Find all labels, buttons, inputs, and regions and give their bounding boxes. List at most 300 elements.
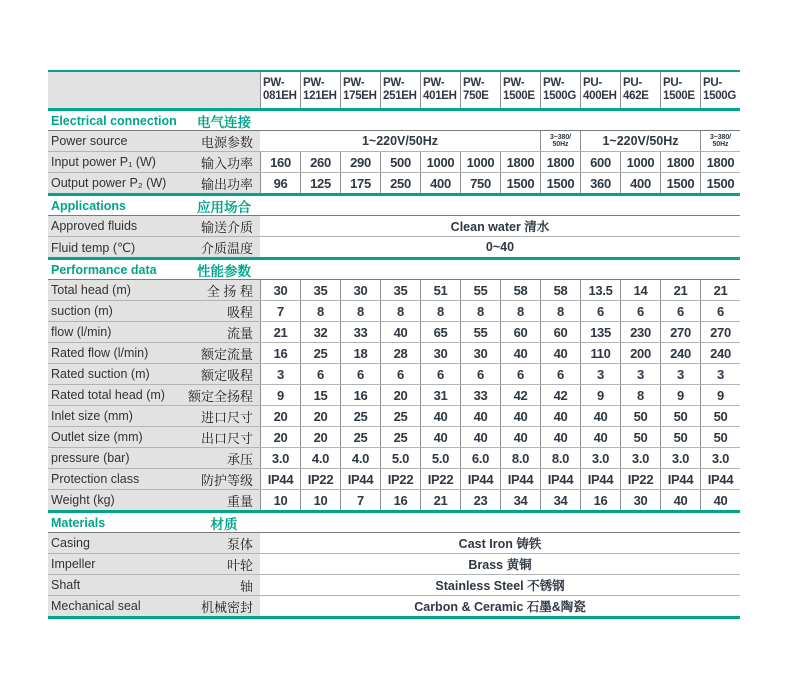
- value-cell: 40: [580, 406, 620, 426]
- model-header-cell: [260, 72, 300, 108]
- value-cell: 270: [660, 322, 700, 342]
- model-name-line: PU-: [583, 77, 602, 89]
- value-cell: 1000: [420, 152, 460, 172]
- span-value-cell: 1~220V/50Hz: [361, 134, 439, 148]
- value-cell: 1800: [700, 152, 740, 172]
- value-cell: 42: [500, 385, 540, 405]
- row-label-en: pressure (bar): [48, 448, 188, 468]
- value-cell: 35: [300, 280, 340, 300]
- row-label-zh: 流量: [188, 322, 260, 342]
- value-cell: 6: [460, 364, 500, 384]
- row-label-en: Weight (kg): [48, 490, 188, 510]
- spec-row: [48, 427, 740, 448]
- model-name-line: PU-: [703, 77, 722, 89]
- model-header-cell: [300, 72, 340, 108]
- value-cell: 21: [660, 280, 700, 300]
- value-cell: 40: [380, 322, 420, 342]
- model-name-line: PW-: [263, 77, 285, 89]
- value-cell: 8.0: [540, 448, 580, 468]
- row-values: [260, 131, 740, 151]
- value-cell: 42: [540, 385, 580, 405]
- value-cell: 8: [380, 301, 420, 321]
- row-values: [260, 490, 740, 510]
- value-cell: 6: [540, 364, 580, 384]
- value-cell: 6: [380, 364, 420, 384]
- value-cell: 30: [620, 490, 660, 510]
- value-cell: 13.5: [580, 280, 620, 300]
- row-label-zh: 输入功率: [188, 152, 260, 172]
- value-cell: 9: [580, 385, 620, 405]
- row-values: [260, 280, 740, 300]
- spec-row: [48, 237, 740, 257]
- spec-row: [48, 490, 740, 510]
- value-cell: 50: [620, 406, 660, 426]
- merged-value-cell: Carbon & Ceramic 石墨&陶瓷: [414, 600, 586, 614]
- value-cell: 4.0: [300, 448, 340, 468]
- value-cell: 8: [500, 301, 540, 321]
- value-cell: 1800: [540, 152, 580, 172]
- value-cell: 125: [300, 173, 340, 193]
- value-cell: 20: [300, 427, 340, 447]
- model-header-cell: [420, 72, 460, 108]
- value-cell: 8: [340, 301, 380, 321]
- model-header-cell: [660, 72, 700, 108]
- value-cell: 10: [300, 490, 340, 510]
- value-cell: 3.0: [700, 448, 740, 468]
- value-cell: 16: [260, 343, 300, 363]
- row-label-en: Inlet size (mm): [48, 406, 188, 426]
- section-title-en: Performance data: [51, 262, 157, 277]
- row-label-en: Impeller: [48, 554, 188, 574]
- header-label-spacer: [48, 72, 260, 108]
- value-cell: 5.0: [420, 448, 460, 468]
- value-cell: IP44: [340, 469, 380, 489]
- spec-row: [48, 596, 740, 616]
- value-cell: 8.0: [500, 448, 540, 468]
- span-value-line: 50Hz: [712, 141, 729, 148]
- model-name-line: 462E: [623, 90, 649, 102]
- spec-row: [48, 216, 740, 237]
- value-cell: 40: [660, 490, 700, 510]
- row-label-zh: 叶轮: [188, 554, 260, 574]
- model-name-line: 1500G: [703, 90, 737, 102]
- model-name-line: 1500E: [663, 90, 695, 102]
- value-cell: 40: [540, 427, 580, 447]
- section-title-zh: 应用场合: [197, 199, 251, 215]
- value-cell: 110: [580, 343, 620, 363]
- value-cell: IP22: [380, 469, 420, 489]
- value-cell: IP22: [620, 469, 660, 489]
- value-cell: 3: [660, 364, 700, 384]
- model-name-line: PW-: [423, 77, 445, 89]
- model-name-line: 401EH: [423, 90, 457, 102]
- merged-value-cell: Clean water 清水: [450, 220, 550, 234]
- value-cell: 25: [380, 406, 420, 426]
- value-cell: IP44: [700, 469, 740, 489]
- spec-row: [48, 469, 740, 490]
- section-title-en: Electrical connection: [51, 113, 177, 128]
- value-cell: 40: [500, 427, 540, 447]
- value-cell: 40: [460, 427, 500, 447]
- value-cell: 8: [540, 301, 580, 321]
- section-title-zh: 材质: [210, 516, 238, 532]
- model-header-cell: [500, 72, 540, 108]
- value-cell: 15: [300, 385, 340, 405]
- value-cell: 35: [380, 280, 420, 300]
- value-cell: 20: [300, 406, 340, 426]
- spec-row: [48, 131, 740, 152]
- value-cell: 160: [260, 152, 300, 172]
- model-name-line: 1500G: [543, 90, 577, 102]
- spec-row: [48, 343, 740, 364]
- spec-row: [48, 301, 740, 322]
- value-cell: 30: [260, 280, 300, 300]
- value-cell: 6.0: [460, 448, 500, 468]
- value-cell: 20: [380, 385, 420, 405]
- value-cell: 33: [460, 385, 500, 405]
- value-cell: 240: [700, 343, 740, 363]
- value-cell: 6: [500, 364, 540, 384]
- value-cell: 30: [340, 280, 380, 300]
- row-label-zh: 机械密封: [188, 596, 260, 616]
- value-cell: 60: [540, 322, 580, 342]
- value-cell: 8: [420, 301, 460, 321]
- span-value-line: 3~380/: [709, 133, 731, 141]
- value-cell: 50: [700, 406, 740, 426]
- value-cell: IP44: [460, 469, 500, 489]
- row-label-en: Rated flow (l/min): [48, 343, 188, 363]
- value-cell: 1500: [700, 173, 740, 193]
- value-cell: 58: [500, 280, 540, 300]
- value-cell: 750: [460, 173, 500, 193]
- row-label-en: Shaft: [48, 575, 188, 595]
- value-cell: 25: [340, 427, 380, 447]
- value-cell: IP44: [580, 469, 620, 489]
- merged-value-cell: 0~40: [485, 240, 515, 254]
- row-values: [260, 385, 740, 405]
- value-cell: 55: [460, 322, 500, 342]
- row-label-en: Mechanical seal: [48, 596, 188, 616]
- row-values: [260, 554, 740, 574]
- value-cell: 6: [300, 364, 340, 384]
- value-cell: 500: [380, 152, 420, 172]
- row-label-zh: 输送介质: [188, 216, 260, 236]
- value-cell: 8: [300, 301, 340, 321]
- value-cell: 6: [660, 301, 700, 321]
- row-label-zh: 防护等级: [188, 469, 260, 489]
- model-name-line: PW-: [463, 77, 485, 89]
- section-header: [48, 111, 740, 130]
- value-cell: 30: [460, 343, 500, 363]
- value-cell: 3: [580, 364, 620, 384]
- row-values: [260, 237, 740, 257]
- spec-row: [48, 173, 740, 193]
- value-cell: 3: [620, 364, 660, 384]
- model-name-line: PW-: [543, 77, 565, 89]
- row-label-zh: 出口尺寸: [188, 427, 260, 447]
- spec-row: [48, 385, 740, 406]
- value-cell: 50: [660, 427, 700, 447]
- row-values: [260, 448, 740, 468]
- value-cell: 16: [340, 385, 380, 405]
- span-value-line: 50Hz: [552, 141, 569, 148]
- row-label-en: Total head (m): [48, 280, 188, 300]
- value-cell: IP22: [300, 469, 340, 489]
- model-header-cell: [460, 72, 500, 108]
- section-title-zh: 电气连接: [197, 114, 251, 130]
- section-header: [48, 513, 740, 532]
- model-header-cell: [580, 72, 620, 108]
- value-cell: 25: [380, 427, 420, 447]
- value-cell: 8: [460, 301, 500, 321]
- model-name-line: 400EH: [583, 90, 617, 102]
- table-sections: [48, 111, 740, 619]
- value-cell: 290: [340, 152, 380, 172]
- row-label-zh: 额定全扬程: [188, 385, 260, 405]
- row-values: [260, 427, 740, 447]
- value-cell: 40: [420, 427, 460, 447]
- value-cell: 33: [340, 322, 380, 342]
- value-cell: 31: [420, 385, 460, 405]
- value-cell: 30: [420, 343, 460, 363]
- value-cell: 18: [340, 343, 380, 363]
- value-cell: 55: [460, 280, 500, 300]
- value-cell: 25: [300, 343, 340, 363]
- value-cell: IP44: [540, 469, 580, 489]
- row-label-zh: 介质温度: [188, 237, 260, 257]
- row-values: [260, 173, 740, 193]
- value-cell: 21: [700, 280, 740, 300]
- value-cell: 65: [420, 322, 460, 342]
- model-name-line: PW-: [503, 77, 525, 89]
- row-label-en: Protection class: [48, 469, 188, 489]
- model-name-line: PU-: [663, 77, 682, 89]
- value-cell: 3.0: [260, 448, 300, 468]
- model-name-line: 1500E: [503, 90, 535, 102]
- value-cell: 9: [260, 385, 300, 405]
- value-cell: 40: [540, 343, 580, 363]
- row-label-zh: 轴: [188, 575, 260, 595]
- model-name-line: 251EH: [383, 90, 417, 102]
- spec-row: [48, 575, 740, 596]
- row-values: [260, 364, 740, 384]
- value-cell: 5.0: [380, 448, 420, 468]
- row-label-zh: 全 扬 程: [188, 280, 260, 300]
- row-values: [260, 152, 740, 172]
- model-name-line: 175EH: [343, 90, 377, 102]
- value-cell: 40: [500, 406, 540, 426]
- value-cell: 3: [700, 364, 740, 384]
- row-label-en: Outlet size (mm): [48, 427, 188, 447]
- row-values: [260, 469, 740, 489]
- spec-row: [48, 448, 740, 469]
- row-label-en: Rated suction (m): [48, 364, 188, 384]
- value-cell: 3.0: [620, 448, 660, 468]
- model-header-cell: [700, 72, 740, 108]
- value-cell: 1500: [540, 173, 580, 193]
- row-values: [260, 322, 740, 342]
- spec-row: [48, 152, 740, 173]
- value-cell: 7: [340, 490, 380, 510]
- section-bottom-rule: [48, 616, 740, 619]
- value-cell: 360: [580, 173, 620, 193]
- model-header-cell: [380, 72, 420, 108]
- value-cell: 28: [380, 343, 420, 363]
- value-cell: 32: [300, 322, 340, 342]
- value-cell: 10: [260, 490, 300, 510]
- value-cell: 1500: [500, 173, 540, 193]
- value-cell: 40: [580, 427, 620, 447]
- row-values: [260, 596, 740, 616]
- value-cell: 21: [420, 490, 460, 510]
- value-cell: 400: [620, 173, 660, 193]
- value-cell: 50: [660, 406, 700, 426]
- row-label-zh: 额定吸程: [188, 364, 260, 384]
- row-label-en: Casing: [48, 533, 188, 553]
- merged-value-cell: Brass 黄铜: [468, 558, 532, 572]
- section-title-en: Materials: [51, 515, 106, 530]
- row-label-zh: 泵体: [188, 533, 260, 553]
- section-header: [48, 196, 740, 215]
- row-values: [260, 343, 740, 363]
- merged-value-cell: Cast Iron 铸铁: [458, 537, 542, 551]
- value-cell: 16: [580, 490, 620, 510]
- value-cell: 16: [380, 490, 420, 510]
- value-cell: 40: [700, 490, 740, 510]
- value-cell: 400: [420, 173, 460, 193]
- model-name-line: PW-: [383, 77, 405, 89]
- row-values: [260, 301, 740, 321]
- spec-row: [48, 280, 740, 301]
- row-label-en: Power source: [48, 131, 188, 151]
- value-cell: 25: [340, 406, 380, 426]
- value-cell: 175: [340, 173, 380, 193]
- row-label-zh: 输出功率: [188, 173, 260, 193]
- model-name-line: 121EH: [303, 90, 337, 102]
- value-cell: 3: [260, 364, 300, 384]
- span-value-line: 3~380/: [549, 133, 571, 141]
- value-cell: 1800: [660, 152, 700, 172]
- value-cell: 6: [580, 301, 620, 321]
- merged-value-cell: Stainless Steel 不锈钢: [435, 579, 565, 593]
- model-name-line: PU-: [623, 77, 642, 89]
- value-cell: 600: [580, 152, 620, 172]
- row-label-en: Rated total head (m): [48, 385, 188, 405]
- value-cell: 1500: [660, 173, 700, 193]
- value-cell: 6: [340, 364, 380, 384]
- model-name-line: 081EH: [263, 90, 297, 102]
- value-cell: 6: [620, 301, 660, 321]
- value-cell: 9: [700, 385, 740, 405]
- section-header: [48, 260, 740, 279]
- value-cell: IP22: [420, 469, 460, 489]
- value-cell: IP44: [500, 469, 540, 489]
- value-cell: 270: [700, 322, 740, 342]
- spec-row: [48, 322, 740, 343]
- span-value-cell: [540, 131, 580, 151]
- value-cell: 23: [460, 490, 500, 510]
- value-cell: 9: [660, 385, 700, 405]
- model-header-row: [48, 72, 740, 108]
- row-label-en: Fluid temp (℃): [48, 237, 188, 257]
- spec-row: [48, 533, 740, 554]
- row-label-en: Input power P₁ (W): [48, 152, 188, 172]
- value-cell: IP44: [260, 469, 300, 489]
- span-value-cell: [700, 131, 740, 151]
- value-cell: 230: [620, 322, 660, 342]
- row-label-en: flow (l/min): [48, 322, 188, 342]
- spec-row: [48, 406, 740, 427]
- spec-row: [48, 554, 740, 575]
- value-cell: 58: [540, 280, 580, 300]
- value-cell: 7: [260, 301, 300, 321]
- value-cell: 240: [660, 343, 700, 363]
- value-cell: 40: [540, 406, 580, 426]
- model-name-line: PW-: [303, 77, 325, 89]
- row-values: [260, 406, 740, 426]
- value-cell: 40: [460, 406, 500, 426]
- value-cell: 6: [700, 301, 740, 321]
- value-cell: 20: [260, 406, 300, 426]
- row-values: [260, 533, 740, 553]
- value-cell: 40: [420, 406, 460, 426]
- section-title-zh: 性能参数: [197, 263, 251, 279]
- value-cell: 4.0: [340, 448, 380, 468]
- row-label-en: suction (m): [48, 301, 188, 321]
- value-cell: 1000: [620, 152, 660, 172]
- value-cell: 20: [260, 427, 300, 447]
- row-label-zh: 额定流量: [188, 343, 260, 363]
- value-cell: IP44: [660, 469, 700, 489]
- value-cell: 21: [260, 322, 300, 342]
- value-cell: 135: [580, 322, 620, 342]
- value-cell: 51: [420, 280, 460, 300]
- spec-row: [48, 364, 740, 385]
- model-header-cell: [340, 72, 380, 108]
- row-values: [260, 575, 740, 595]
- span-value-cell: 1~220V/50Hz: [580, 131, 700, 151]
- value-cell: 200: [620, 343, 660, 363]
- value-cell: 96: [260, 173, 300, 193]
- value-cell: 8: [620, 385, 660, 405]
- value-cell: 50: [700, 427, 740, 447]
- row-values: [260, 216, 740, 236]
- value-cell: 50: [620, 427, 660, 447]
- value-cell: 250: [380, 173, 420, 193]
- value-cell: 1800: [500, 152, 540, 172]
- value-cell: 14: [620, 280, 660, 300]
- row-label-en: Output power P₂ (W): [48, 173, 188, 193]
- row-label-zh: 重量: [188, 490, 260, 510]
- value-cell: 3.0: [580, 448, 620, 468]
- value-cell: 60: [500, 322, 540, 342]
- model-name-line: PW-: [343, 77, 365, 89]
- row-label-zh: 电源参数: [188, 131, 260, 151]
- value-cell: 3.0: [660, 448, 700, 468]
- model-header-cell: [540, 72, 580, 108]
- value-cell: 260: [300, 152, 340, 172]
- value-cell: 34: [500, 490, 540, 510]
- value-cell: 40: [500, 343, 540, 363]
- row-label-zh: 承压: [188, 448, 260, 468]
- value-cell: 34: [540, 490, 580, 510]
- value-cell: 6: [420, 364, 460, 384]
- section-title-en: Applications: [51, 198, 127, 213]
- row-label-zh: 吸程: [188, 301, 260, 321]
- row-label-en: Approved fluids: [48, 216, 188, 236]
- row-label-zh: 进口尺寸: [188, 406, 260, 426]
- model-header-cell: [620, 72, 660, 108]
